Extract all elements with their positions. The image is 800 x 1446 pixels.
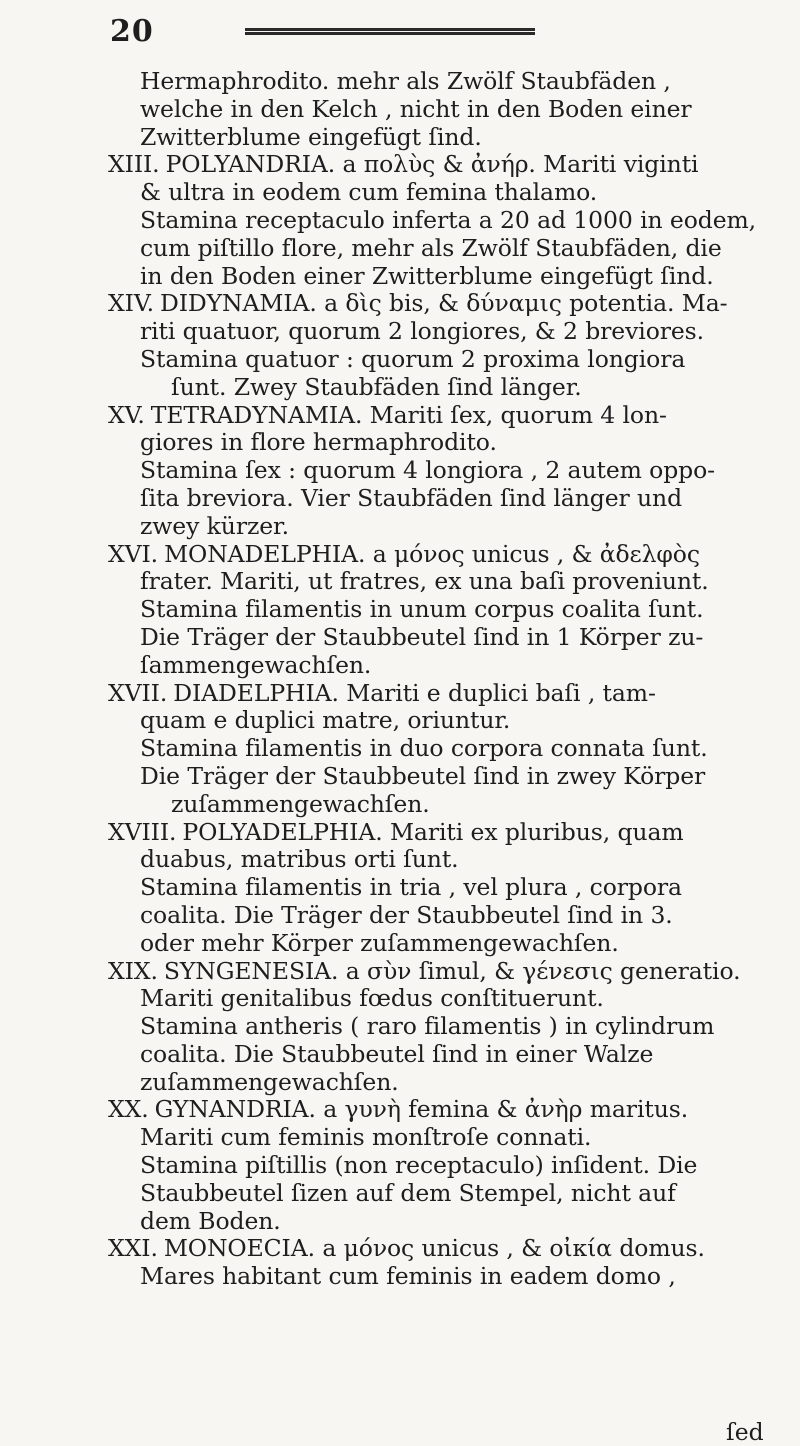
text-line xyxy=(108,791,768,819)
line-text: Stamina antheris ( raro filamentis ) in cylindrum xyxy=(140,1012,715,1041)
line-text: Stamina filamentis in tria , vel plura , corpora xyxy=(140,873,682,902)
catchword: ſed xyxy=(726,1418,764,1446)
text-line xyxy=(108,1124,768,1152)
line-text: MONADELPHIA. a μόνος unicus , & ἀδελφὸς xyxy=(164,539,700,568)
line-text: Stamina filamentis in duo corpora connata ſunt. xyxy=(140,734,708,763)
text-line xyxy=(108,207,768,235)
line-text: Zwitterblume eingefügt ſind. xyxy=(140,122,482,151)
text-line xyxy=(108,624,768,652)
text-line xyxy=(108,596,768,624)
text-line xyxy=(108,457,768,485)
text-line xyxy=(108,346,768,374)
line-text: giores in flore hermaphrodito. xyxy=(140,428,497,457)
text-line xyxy=(108,819,768,847)
line-text: ſita breviora. Vier Staubfäden ſind länger und xyxy=(140,483,683,512)
section-number: XVI. xyxy=(108,539,159,568)
line-text: dem Boden. xyxy=(140,1206,281,1235)
section-number: XIX. xyxy=(108,956,158,985)
text-line xyxy=(108,1041,768,1069)
line-text: DIADELPHIA. Mariti e duplici baſi , tam- xyxy=(173,678,656,707)
line-text: Mariti cum feminis monſtroſe connati. xyxy=(140,1123,592,1152)
text-line xyxy=(108,1180,768,1208)
line-text: Stamina ſex : quorum 4 longiora , 2 autem oppo- xyxy=(140,456,716,485)
text-line xyxy=(108,235,768,263)
line-text: Mares habitant cum feminis in eadem domo , xyxy=(140,1262,676,1291)
line-text: Hermaphrodito. mehr als Zwölf Staubfäden , xyxy=(140,67,671,95)
line-text: zuſammengewachſen. xyxy=(140,1067,399,1096)
section-number: XV. xyxy=(108,400,145,429)
text-line xyxy=(108,402,768,430)
text-line xyxy=(108,1208,768,1236)
line-text: Die Träger der Staubbeutel ſind in zwey Körper xyxy=(140,761,706,790)
text-line xyxy=(108,735,768,763)
line-text: cum piſtillo flore, mehr als Zwölf Staubfäden, die xyxy=(140,233,722,262)
text-line xyxy=(108,1013,768,1041)
text-line xyxy=(108,374,768,402)
line-text: in den Boden einer Zwitterblume eingefügt ſind. xyxy=(140,261,714,290)
page-number: 20 xyxy=(110,14,154,49)
line-text: Die Träger der Staubbeutel ſind in 1 Körper zu- xyxy=(140,622,704,651)
line-text: welche in den Kelch , nicht in den Boden einer xyxy=(140,94,692,123)
line-text: GYNANDRIA. a γυνὴ femina & ἀνὴρ maritus. xyxy=(154,1095,689,1124)
text-line xyxy=(108,1069,768,1097)
line-text: coalita. Die Träger der Staubbeutel ſind in 3. xyxy=(140,900,673,929)
text-line xyxy=(108,1152,768,1180)
text-line xyxy=(108,1235,768,1263)
text-line xyxy=(108,68,768,96)
text-line xyxy=(108,707,768,735)
line-text: coalita. Die Staubbeutel ſind in einer Walze xyxy=(140,1039,654,1068)
section-number: XIII. xyxy=(108,150,160,179)
line-text: DIDYNAMIA. a δὶς bis, & δύναμις potentia. Ma- xyxy=(159,289,728,318)
text-line xyxy=(108,902,768,930)
text-line xyxy=(108,930,768,958)
line-text: zuſammengewachſen. xyxy=(171,789,430,818)
text-line xyxy=(108,763,768,791)
line-text: ſunt. Zwey Staubfäden ſind länger. xyxy=(171,372,582,401)
text-line xyxy=(108,652,768,680)
line-text: zwey kürzer. xyxy=(140,511,289,540)
text-line xyxy=(108,318,768,346)
line-text: TETRADYNAMIA. Mariti ſex, quorum 4 lon- xyxy=(150,400,667,429)
text-line xyxy=(108,680,768,708)
line-text: Stamina quatuor : quorum 2 proxima longiora xyxy=(140,344,686,373)
section-number: XX. xyxy=(108,1095,149,1124)
line-text: & ultra in eodem cum femina thalamo. xyxy=(140,178,598,207)
line-text: POLYADELPHIA. Mariti ex pluribus, quam xyxy=(182,817,684,846)
text-line xyxy=(108,179,768,207)
text-line xyxy=(108,874,768,902)
line-text: duabus, matribus orti ſunt. xyxy=(140,845,459,874)
line-text: Mariti genitalibus fœdus conſtituerunt. xyxy=(140,984,604,1013)
document-body xyxy=(108,68,768,1291)
line-text: POLYANDRIA. a πολὺς & ἀνήρ. Mariti viginti xyxy=(165,150,699,179)
text-line xyxy=(108,429,768,457)
line-text: oder mehr Körper zuſammengewachſen. xyxy=(140,928,619,957)
text-line xyxy=(108,568,768,596)
text-line xyxy=(108,96,768,124)
text-line xyxy=(108,124,768,152)
line-text: Stamina piſtillis (non receptaculo) inſident. Die xyxy=(140,1151,698,1180)
header-rule xyxy=(245,28,535,35)
text-line xyxy=(108,846,768,874)
line-text: SYNGENESIA. a σὺν ſimul, & γένεσις generatio. xyxy=(163,956,741,985)
text-line xyxy=(108,513,768,541)
text-line xyxy=(108,290,768,318)
text-line xyxy=(108,485,768,513)
text-line xyxy=(108,1096,768,1124)
line-text: ſammengewachſen. xyxy=(140,650,372,679)
text-line xyxy=(108,958,768,986)
text-line xyxy=(108,263,768,291)
line-text: Staubbeutel ſizen auf dem Stempel, nicht auf xyxy=(140,1178,676,1207)
section-number: XVIII. xyxy=(108,817,177,846)
text-line xyxy=(108,985,768,1013)
line-text: riti quatuor, quorum 2 longiores, & 2 breviores. xyxy=(140,317,705,346)
text-line xyxy=(108,151,768,179)
line-text: frater. Mariti, ut fratres, ex una baſi proveniunt. xyxy=(140,567,709,596)
section-number: XVII. xyxy=(108,678,168,707)
line-text: MONOECIA. a μόνος unicus , & οἰκία domus. xyxy=(163,1234,705,1263)
line-text: Stamina receptaculo inferta a 20 ad 1000 in eodem, xyxy=(140,205,757,234)
text-line xyxy=(108,541,768,569)
section-number: XIV. xyxy=(108,289,154,318)
line-text: Stamina filamentis in unum corpus coalita ſunt. xyxy=(140,595,704,624)
line-text: quam e duplici matre, oriuntur. xyxy=(140,706,511,735)
section-number: XXI. xyxy=(108,1234,158,1263)
text-line xyxy=(108,1263,768,1291)
